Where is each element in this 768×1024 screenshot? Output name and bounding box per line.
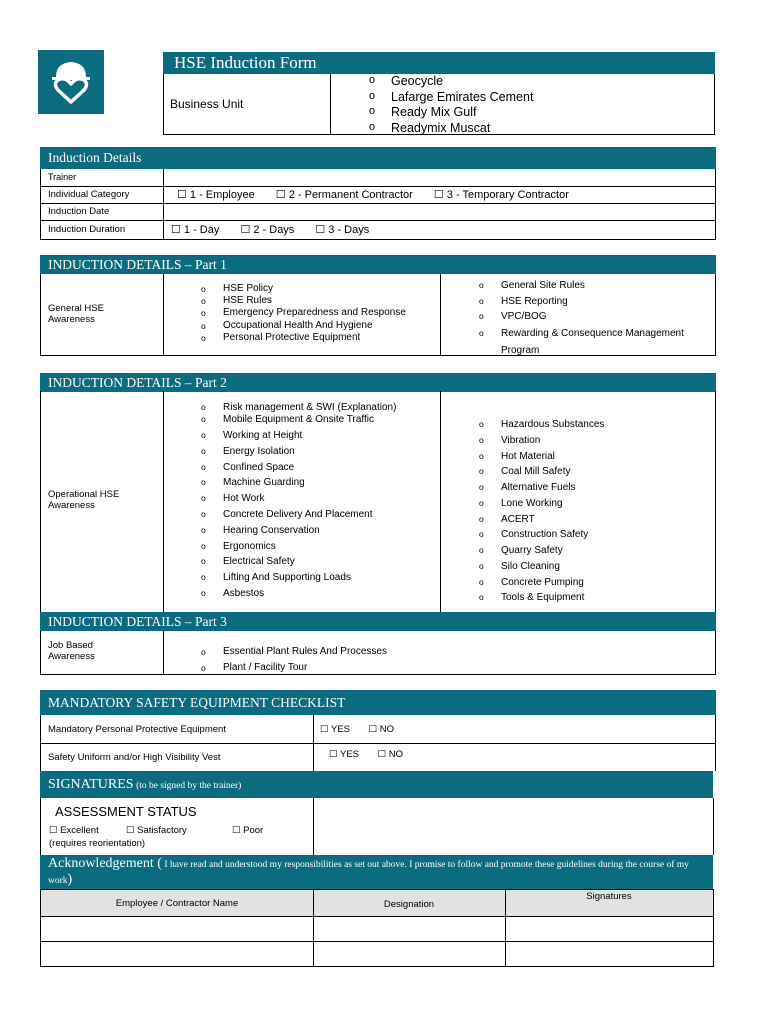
table-row[interactable] — [41, 917, 713, 941]
category-row: Individual Category ☐ 1 - Employee ☐ 2 - Permanent Contractor ☐ 3 - Temporary Contractor — [41, 186, 715, 203]
category-temporary-contractor-checkbox[interactable]: ☐ 3 - Temporary Contractor — [433, 189, 569, 201]
list-item: o Machine Guarding — [201, 477, 305, 489]
list-item: o General Site Rules — [479, 280, 585, 291]
category-employee-checkbox[interactable]: ☐ 1 - Employee — [177, 189, 255, 201]
list-item: o Rewarding & Consequence Management Program — [479, 327, 684, 356]
assessment-satisfactory-checkbox[interactable]: ☐ Satisfactory — [126, 825, 187, 836]
reorientation-note: (requires reorientation) — [49, 838, 146, 849]
list-item: o Quarry Safety — [479, 545, 563, 556]
list-item: o Lifting And Supporting Loads — [201, 572, 351, 584]
part3-label: Job Based Awareness — [48, 640, 95, 662]
list-item: o Construction Safety — [479, 529, 589, 541]
uniform-no-checkbox[interactable]: ☐ NO — [377, 749, 404, 760]
list-item: o ACERT — [479, 513, 535, 525]
list-item: o Geocycle — [369, 74, 444, 88]
duration-1-day-checkbox[interactable]: ☐ 1 - Day — [171, 224, 220, 236]
ppe-yes-checkbox[interactable]: ☐ YES — [320, 724, 350, 735]
list-item: o Electrical Safety — [201, 556, 295, 568]
list-item: o Plant / Facility Tour — [201, 662, 308, 673]
list-item: o Hazardous Substances — [479, 419, 605, 430]
business-unit-label: Business Unit — [170, 97, 244, 111]
induction-details-header: Induction Details — [40, 147, 716, 169]
list-item: o Hot Work — [201, 493, 265, 505]
list-item: o Mobile Equipment & Onsite Traffic — [201, 414, 374, 425]
part3-header: INDUCTION DETAILS – Part 3 — [40, 612, 716, 631]
list-item: o Vibration — [479, 434, 541, 446]
list-item: o HSE Policy — [201, 283, 274, 294]
list-item: o Energy Isolation — [201, 445, 295, 457]
form-title: HSE Induction Form — [174, 53, 317, 72]
list-item: o Concrete Pumping — [479, 576, 584, 588]
list-item: o Risk management & SWI (Explanation) — [201, 402, 397, 413]
list-item: o Hearing Conservation — [201, 524, 320, 536]
assessment-excellent-checkbox[interactable]: ☐ Excellent — [49, 825, 99, 836]
list-item: o Tools & Equipment — [479, 592, 585, 604]
part1-label: General HSE Awareness — [48, 303, 104, 325]
list-item: o Hot Material — [479, 450, 555, 462]
part2-table — [40, 391, 716, 612]
column-header-name: Employee / Contractor Name — [115, 898, 239, 909]
ppe-no-checkbox[interactable]: ☐ NO — [368, 724, 395, 735]
list-item: o Personal Protective Equipment — [201, 331, 361, 343]
list-item: o Coal Mill Safety — [479, 466, 571, 478]
list-item: o Ergonomics — [201, 540, 276, 552]
column-header-signatures: Signatures — [586, 891, 632, 902]
list-item: o Lafarge Emirates Cement — [369, 89, 534, 104]
part1-table — [40, 274, 716, 356]
part2-left-list — [201, 402, 397, 604]
part3-table — [40, 631, 716, 675]
duration-3-days-checkbox[interactable]: ☐ 3 - Days — [315, 224, 370, 236]
induction-details-table — [40, 169, 716, 240]
part2-right-list — [479, 417, 605, 606]
part2-label: Operational HSE Awareness — [48, 489, 120, 511]
acknowledgement-table — [40, 889, 714, 967]
assessment-title: ASSESSMENT STATUS — [55, 804, 197, 819]
part1-right-list — [479, 278, 701, 359]
list-item: o Ready Mix Gulf — [369, 105, 477, 119]
table-row[interactable] — [41, 942, 713, 966]
list-item: o Confined Space — [201, 461, 295, 473]
category-permanent-contractor-checkbox[interactable]: ☐ 2 - Permanent Contractor — [275, 189, 413, 201]
acknowledgement-header: Acknowledgement ( I have read and understood my responsibilities as set out above. I promise to follow and promote these guidelines during the course of my work) — [40, 855, 713, 889]
list-item: o Concrete Delivery And Placement — [201, 508, 373, 520]
checklist-header: MANDATORY SAFETY EQUIPMENT CHECKLIST — [40, 690, 716, 715]
assessment-box — [40, 798, 714, 855]
list-item: o Occupational Health And Hygiene — [201, 319, 373, 331]
list-item: o Readymix Muscat — [369, 120, 491, 135]
list-item: o Asbestos — [201, 587, 265, 599]
form-title-bar — [163, 52, 715, 74]
business-unit-list — [369, 74, 534, 136]
list-item: o HSE Reporting — [479, 295, 568, 307]
helmet-heart-logo-icon — [38, 50, 104, 114]
checklist-table — [40, 715, 716, 771]
checklist-row-uniform: Safety Uniform and/or High Visibility Vest ☐ YES ☐ NO — [41, 743, 715, 771]
trainer-row: Trainer — [48, 172, 77, 182]
column-header-designation: Designation — [383, 899, 435, 910]
list-item: o Silo Cleaning — [479, 560, 560, 572]
list-item: o HSE Rules — [201, 295, 272, 307]
part2-header: INDUCTION DETAILS – Part 2 — [40, 373, 716, 392]
list-item: o VPC/BOG — [479, 311, 547, 323]
part3-list — [201, 644, 387, 676]
list-item: o Alternative Fuels — [479, 482, 576, 493]
induction-duration-row: Induction Duration ☐ 1 - Day ☐ 2 - Days ☐ 3 - Days — [41, 220, 715, 239]
list-item: o Working at Height — [201, 430, 303, 441]
list-item: o Emergency Preparedness and Response — [201, 307, 406, 319]
part1-header: INDUCTION DETAILS – Part 1 — [40, 255, 716, 274]
induction-date-row: Induction Date — [41, 203, 715, 220]
assessment-poor-checkbox[interactable]: ☐ Poor — [232, 825, 264, 836]
business-unit-box — [163, 74, 715, 135]
part1-left-list — [201, 283, 406, 344]
list-item: o Essential Plant Rules And Processes — [201, 646, 387, 657]
uniform-yes-checkbox[interactable]: ☐ YES — [329, 749, 359, 760]
signatures-header: SIGNATURES (to be signed by the trainer) — [40, 771, 713, 798]
duration-2-days-checkbox[interactable]: ☐ 2 - Days — [240, 224, 295, 236]
list-item: o Lone Working — [479, 497, 563, 509]
checklist-row-ppe: Mandatory Personal Protective Equipment ☐ YES ☐ NO — [48, 724, 395, 735]
